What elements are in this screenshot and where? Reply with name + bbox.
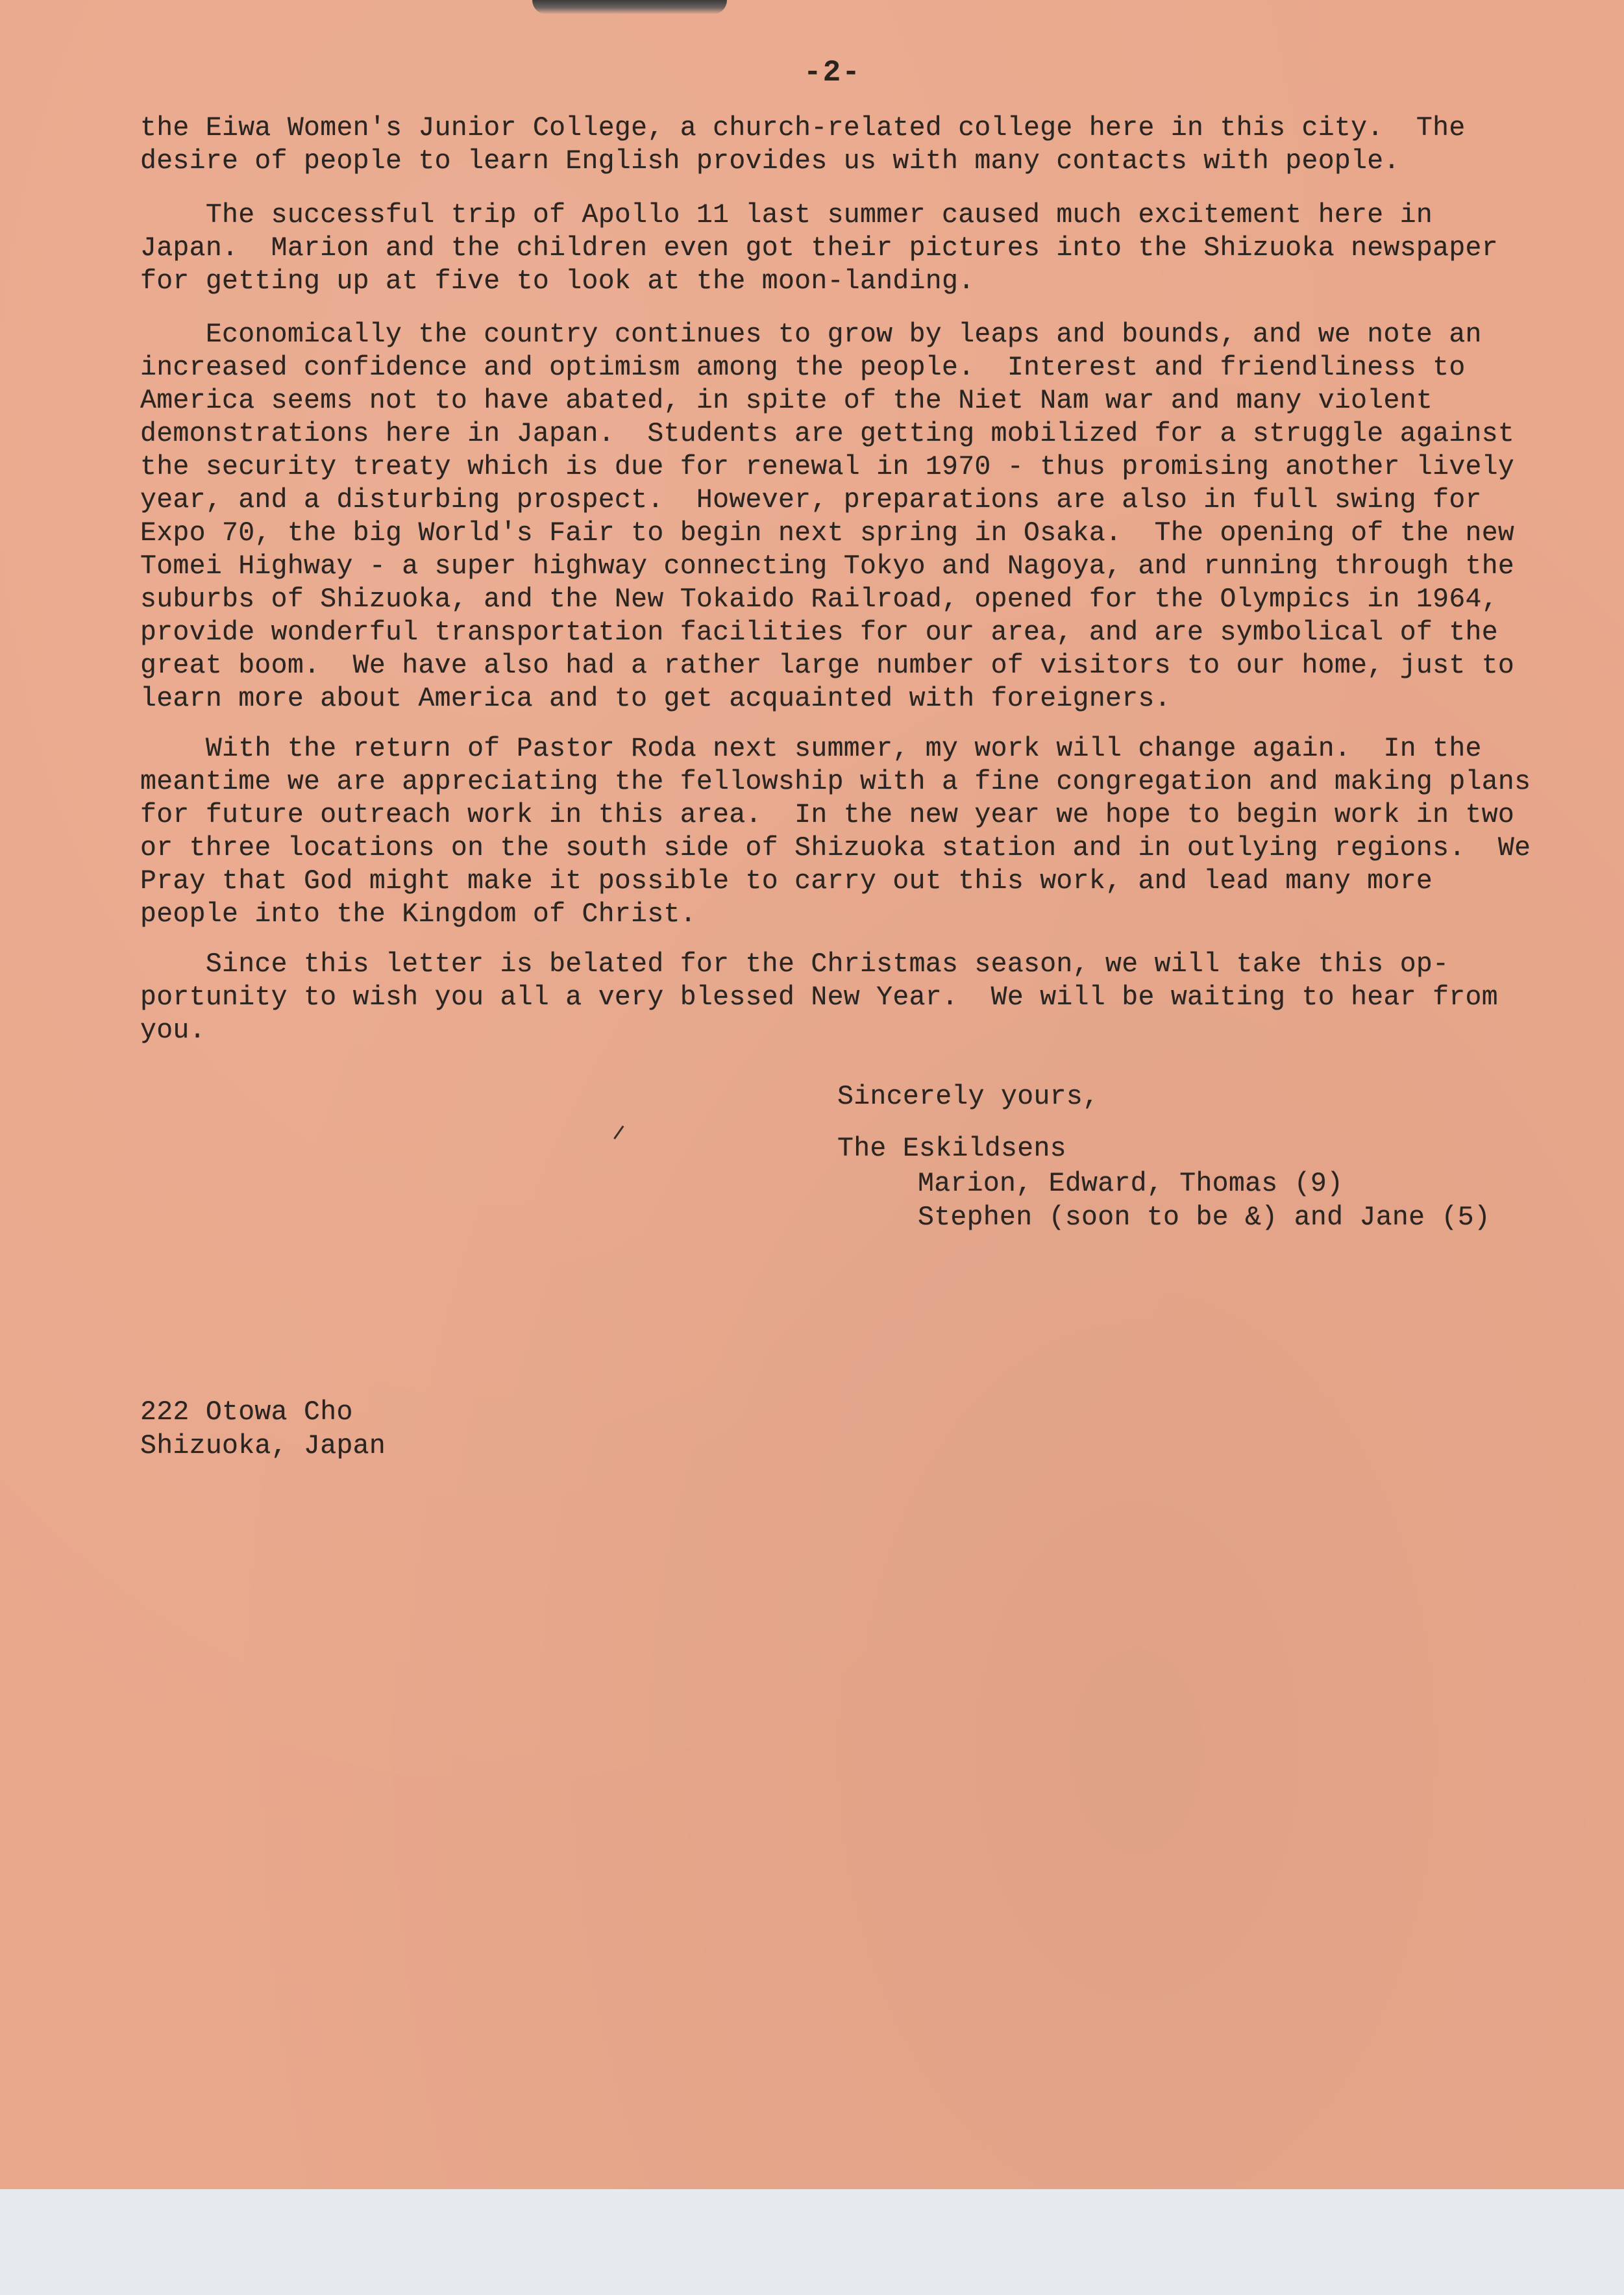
closing-signature: The Eskildsens xyxy=(837,1134,1066,1164)
address-line-2: Shizuoka, Japan xyxy=(140,1431,386,1461)
paragraph-3 xyxy=(140,318,1514,715)
paragraph-line: Japan. Marion and the children even got their pictures into the Shizuoka newspaper xyxy=(140,233,1498,264)
paragraph-5 xyxy=(140,948,1498,1047)
paragraph-line: Expo 70, the big World's Fair to begin next spring in Osaka. The opening of the new xyxy=(140,518,1515,549)
paragraph-line: or three locations on the south side of Shizuoka station and in outlying regions. We xyxy=(140,833,1531,863)
paragraph-line: portunity to wish you all a very blessed New Year. We will be waiting to hear from xyxy=(140,982,1498,1013)
stray-pen-mark xyxy=(613,1126,635,1147)
paragraph-line: the security treaty which is due for renewal in 1970 - thus promising another lively xyxy=(140,452,1515,482)
paragraph-4 xyxy=(140,732,1531,931)
paragraph-line: America seems not to have abated, in spite of the Niet Nam war and many violent xyxy=(140,386,1433,416)
paragraph-line: people into the Kingdom of Christ. xyxy=(140,899,696,930)
paragraph-line: Since this letter is belated for the Christmas season, we will take this op- xyxy=(140,949,1449,980)
paragraph-line: Pray that God might make it possible to carry out this work, and lead many more xyxy=(140,866,1433,897)
paragraph-line: suburbs of Shizuoka, and the New Tokaido Railroad, opened for the Olympics in 1964, xyxy=(140,584,1498,615)
page-number: -2- xyxy=(804,56,861,90)
paragraph-line: desire of people to learn English provides us with many contacts with people. xyxy=(140,146,1400,177)
paragraph-line: Economically the country continues to grow by leaps and bounds, and we note an xyxy=(140,319,1482,350)
address-line-1: 222 Otowa Cho xyxy=(140,1397,353,1428)
paragraph-line: the Eiwa Women's Junior College, a church-related college here in this city. The xyxy=(140,113,1466,143)
paragraph-line: meantime we are appreciating the fellowship with a fine congregation and making plans xyxy=(140,767,1531,797)
family-names-line-2: Stephen (soon to be &) and Jane (5) xyxy=(918,1202,1491,1233)
paragraph-line: Tomei Highway - a super highway connecting Tokyo and Nagoya, and running through the xyxy=(140,551,1515,582)
paragraph-line: year, and a disturbing prospect. However, preparations are also in full swing for xyxy=(140,485,1482,515)
closing-salutation: Sincerely yours, xyxy=(837,1082,1100,1112)
paragraph-2 xyxy=(140,199,1498,298)
paragraph-line: provide wonderful transportation facilities for our area, and are symbolical of the xyxy=(140,617,1498,648)
paragraph-line: great boom. We have also had a rather large number of visitors to our home, just to xyxy=(140,651,1515,681)
paragraph-line: The successful trip of Apollo 11 last summer caused much excitement here in xyxy=(140,200,1433,230)
family-names-line-1: Marion, Edward, Thomas (9) xyxy=(918,1169,1344,1199)
paragraph-line: learn more about America and to get acquainted with foreigners. xyxy=(140,684,1171,714)
paragraph-1 xyxy=(140,112,1466,178)
paragraph-line: With the return of Pastor Roda next summer, my work will change again. In the xyxy=(140,734,1482,764)
paragraph-line: you. xyxy=(140,1015,206,1046)
paragraph-line: increased confidence and optimism among the people. Interest and friendliness to xyxy=(140,353,1466,383)
paragraph-line: for getting up at five to look at the moon-landing. xyxy=(140,266,975,297)
paragraph-line: for future outreach work in this area. In the new year we hope to begin work in two xyxy=(140,800,1515,830)
torn-top-edge xyxy=(532,0,727,14)
paragraph-line: demonstrations here in Japan. Students are getting mobilized for a struggle against xyxy=(140,419,1515,449)
